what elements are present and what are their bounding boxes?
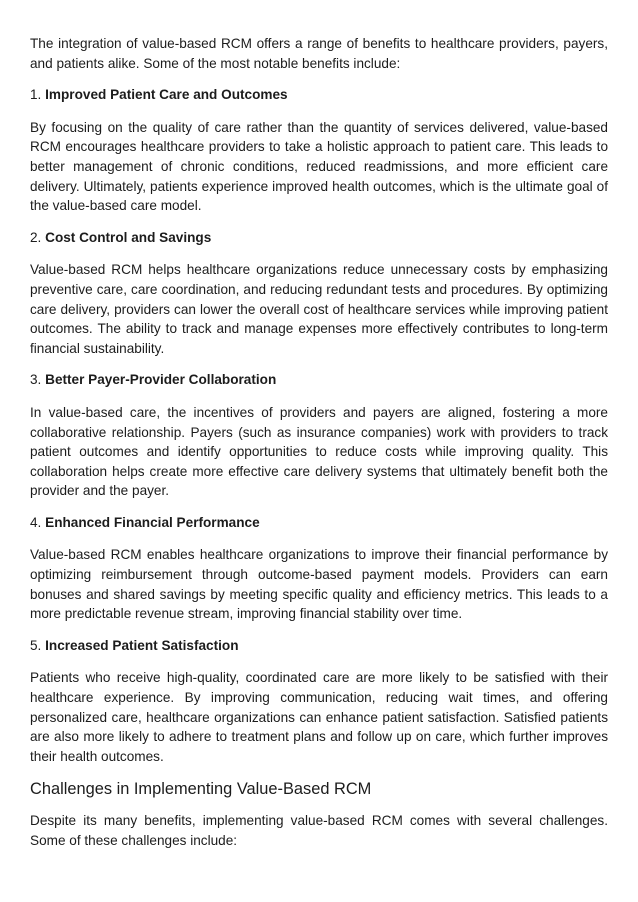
benefit-title xyxy=(30,228,608,248)
article-content xyxy=(30,34,608,851)
benefit-number: 4. xyxy=(30,514,42,530)
benefit-number: 3. xyxy=(30,372,42,388)
benefit-body: Value-based RCM helps healthcare organizations reduce unnecessary costs by emphasizing preventive care, care coordination, and reducing redundant tests and procedures. By optimizing care delivery, providers can lower the overall cost of healthcare services while improving patient outcomes. The ability to track and manage expenses more effectively contributes to long-term financial sustainability. xyxy=(30,262,608,356)
benefit-title-text: Increased Patient Satisfaction xyxy=(45,637,239,653)
benefit-title xyxy=(30,370,608,390)
benefit-title-text: Better Payer-Provider Collaboration xyxy=(45,372,277,388)
benefit-body: Value-based RCM enables healthcare organizations to improve their financial performance by optimizing reimbursement through outcome-based payment models. Providers can earn bonuses and shared savings by meeting specific quality and efficiency metrics. This leads to a more predictable revenue stream, improving financial stability over time. xyxy=(30,547,608,622)
benefit-title-text: Enhanced Financial Performance xyxy=(45,514,260,530)
challenges-heading: Challenges in Implementing Value-Based RCM xyxy=(30,780,372,799)
benefit-title xyxy=(30,513,608,533)
benefit-title xyxy=(30,636,608,656)
benefit-title-text: Cost Control and Savings xyxy=(45,229,212,245)
benefit-number: 5. xyxy=(30,637,42,653)
benefit-title xyxy=(30,85,608,105)
challenges-intro: Despite its many benefits, implementing value-based RCM comes with several challenges. Some of these challenges include: xyxy=(30,813,608,848)
benefit-number: 1. xyxy=(30,87,42,103)
benefits-intro: The integration of value-based RCM offers a range of benefits to healthcare providers, payers, and patients alike. Some of the most notable benefits include: xyxy=(30,36,608,71)
benefit-number: 2. xyxy=(30,229,42,245)
benefit-title-text: Improved Patient Care and Outcomes xyxy=(45,87,288,103)
benefit-body: Patients who receive high-quality, coordinated care are more likely to be satisfied with their healthcare experience. By improving communication, reducing wait times, and offering personalized care, healthcare organizations can enhance patient satisfaction. Satisfied patients are also more likely to adhere to treatment plans and follow up on care, which further improves their health outcomes. xyxy=(30,670,608,764)
benefit-body: By focusing on the quality of care rather than the quantity of services delivered, value-based RCM encourages healthcare providers to take a holistic approach to patient care. This leads to better management of chronic conditions, reduced readmissions, and more efficient care delivery. Ultimately, patients experience improved health outcomes, which is the ultimate goal of the value-based care model. xyxy=(30,119,608,214)
benefit-body: In value-based care, the incentives of providers and payers are aligned, fostering a more collaborative relationship. Payers (such as insurance companies) work with providers to track patient outcomes and identify opportunities to reduce costs while improving quality. This collaboration helps create more effective care delivery systems that ultimately benefit both the provider and the payer. xyxy=(30,404,608,499)
